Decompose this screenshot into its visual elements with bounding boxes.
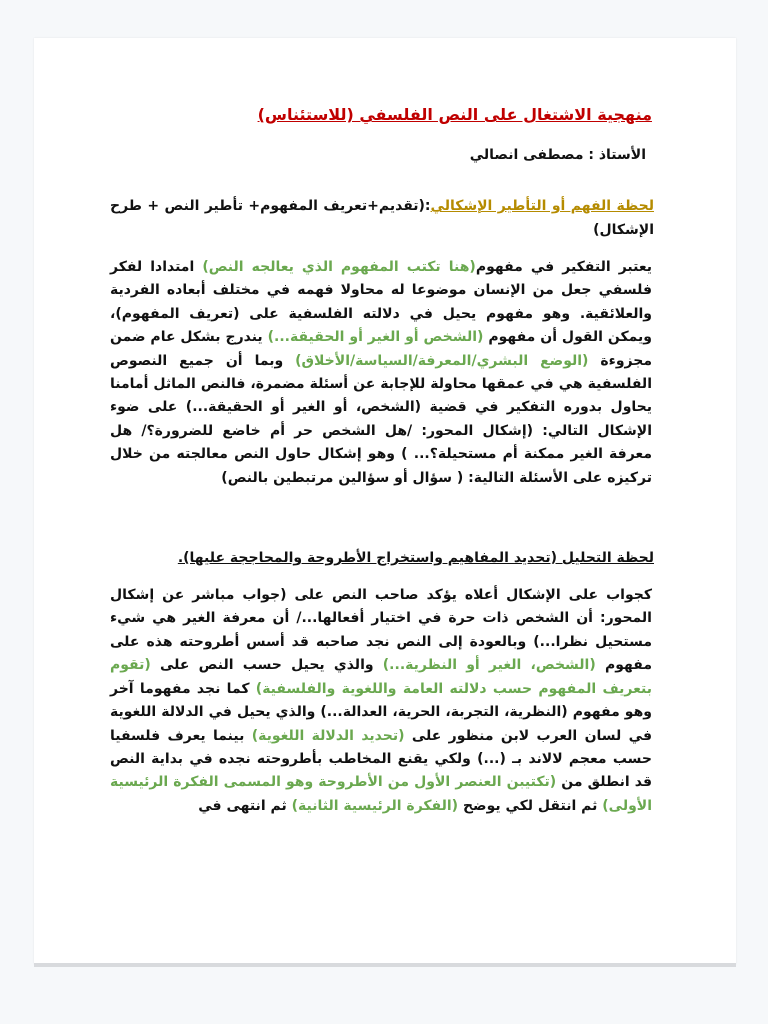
section2-text-5: ثم انتقل لكي يوضح	[458, 797, 603, 814]
document-title: منهجية الاشتغال على النص الفلسفي (للاستئناس)	[257, 105, 652, 124]
page-edge	[34, 963, 736, 967]
section2-green-4: (تكتيبن العنصر الأول من الأطروحة وهو المسمى الفكرة الرئيسية الأولى)	[110, 774, 652, 814]
section2-text-4: بينما يعرف فلسفيا حسب معجم لالاند بـ (...) ولكي يقنع المخاطب بأطروحته نجده في بداية النص قد انطلق من	[110, 727, 652, 791]
section2-paragraph	[110, 584, 652, 818]
document-content	[110, 102, 658, 818]
author-line: الأستاذ : مصطفى انصالي	[469, 147, 646, 163]
section2-green-1: (الشخص، الغير أو النظرية...)	[382, 657, 596, 674]
section1-text-4: وبما أن جميع النصوص الفلسفية هي في عمقها محاولة للإجابة عن أسئلة مضمرة، فالنص الماثل أمامنا يحاول بدوره التفكير في قضية (الشخص، أو الغير أو الحقيقة...) على ضوء الإشكال التالي: (إشكال المحور: /هل الشخص حر أم خاضع للضرورة؟/ هل معرفة الغير ممكنة أم مستحيلة؟... ) وهو إشكال حاول النص معالجته من خلال تركيزه على الأسئلة التالية: ( سؤال أو سؤالين مرتبطين بالنص)	[110, 352, 652, 486]
section1-green-3: (الوضع البشري/المعرفة/السياسة/الأخلاق)	[295, 352, 589, 369]
section1-text-1: يعتبر التفكير في مفهوم	[475, 259, 652, 275]
section2-text-2: والذي يحيل حسب النص على	[150, 657, 383, 674]
section2-text-1: كجواب على الإشكال أعلاه يؤكد صاحب النص على (جواب مباشر عن إشكال المحور: أن الشخص ذات حرة في اختيار أفعالها.../ أن معرفة الغير هي شيء مستحيل نظرا...) وبالعودة إلى النص نجد صاحبه قد أسس أطروحته هذه على مفهوم	[110, 587, 652, 674]
section1-heading-highlight: لحظة الفهم أو التأطير الإشكالي	[430, 198, 654, 214]
section1-paragraph	[110, 256, 652, 490]
section2-green-2: (تقوم بتعريف المفهوم حسب دلالته العامة واللغوية والفلسفية)	[110, 657, 653, 697]
section2-text-3: كما نجد مفهوما آخر وهو مفهوم (النظرية، التجربة، الحرية، العدالة...) والذي يحيل في الدلالة اللغوية في لسان العرب لابن منظور على	[110, 680, 652, 744]
section1-green-2: (الشخص أو الغير أو الحقيقة...)	[267, 329, 484, 346]
section1-green-1: (هنا تكتب المفهوم الذي يعالجه النص)	[202, 259, 476, 275]
section1-heading	[110, 194, 654, 242]
section2-heading: لحظة التحليل (تحديد المفاهيم واستخراج الأطروحة والمحاججة عليها).	[177, 550, 654, 567]
section2-green-5: (الفكرة الرئيسية الثانية)	[291, 797, 459, 814]
section2-green-3: (تحديد الدلالة اللغوية)	[251, 727, 405, 744]
section2-text-6: ثم انتهى في	[198, 797, 292, 814]
section1-text-2: امتدادا لفكر فلسفي جعل من الإنسان موضوعا له محاولا فهمه في مختلف أبعاده الفردية والعلائقية. وهو مفهوم يحيل في دلالته الفلسفية على (تعريف المفهوم)، ويمكن القول أن مفهوم	[110, 259, 652, 346]
section1-text-3: يندرج بشكل عام ضمن مجزوءة	[110, 329, 652, 369]
section1-heading-rest: :(تقديم+تعريف المفهوم+ تأطير النص + طرح الإشكال)	[110, 198, 654, 238]
